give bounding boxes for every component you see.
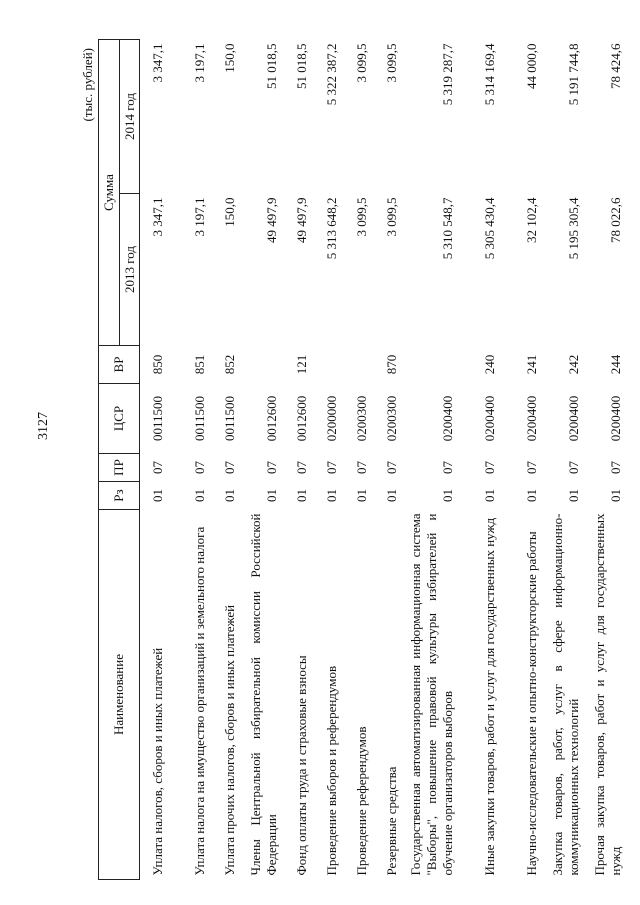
- row-csr: 0011500: [150, 395, 166, 442]
- row-csr: 0200300: [384, 395, 400, 442]
- row-rz: 01: [384, 489, 400, 502]
- row-2013: 3 347,1: [150, 197, 166, 237]
- row-csr: 0012600: [294, 395, 310, 442]
- row-2014: 51 018,5: [294, 43, 310, 89]
- row-vr: [242, 346, 284, 384]
- row-rz: 01: [482, 489, 498, 502]
- row-pr: 07: [566, 461, 582, 474]
- row-2014: 5 322 387,2: [324, 43, 340, 106]
- row-pr: 07: [384, 461, 400, 474]
- row-rz: 01: [354, 489, 370, 502]
- row-csr: 0200400: [608, 395, 624, 442]
- row-pr: 07: [222, 461, 238, 474]
- table-row: [544, 40, 586, 880]
- row-2014: 3 197,1: [192, 43, 208, 83]
- row-pr: 07: [440, 461, 456, 474]
- row-2014: 5 314 169,4: [482, 43, 498, 106]
- row-2013: 150,0: [222, 197, 238, 227]
- row-csr: 0200400: [566, 395, 582, 442]
- table-row: [586, 40, 628, 880]
- row-2013: 49 497,9: [264, 197, 280, 243]
- row-pr: 07: [264, 461, 280, 474]
- row-name: Члены Центральной избирательной комиссии Российской Федерации: [248, 513, 280, 876]
- row-2013: 5 305 430,4: [482, 197, 498, 260]
- table-row: [140, 40, 170, 880]
- row-csr: 0200000: [324, 395, 340, 442]
- row-pr: 07: [608, 461, 624, 474]
- row-pr: 07: [150, 461, 166, 474]
- row-2013: 32 102,4: [524, 197, 540, 243]
- row-2013: 3 099,5: [384, 197, 400, 237]
- row-pr: 07: [294, 461, 310, 474]
- header-pr: ПР: [99, 454, 140, 482]
- row-2014: 3 099,5: [354, 43, 370, 83]
- row-name: Проведение референдумов: [354, 726, 370, 876]
- row-2014: 5 319 287,7: [440, 43, 456, 106]
- page-number: 3127: [36, 412, 51, 440]
- row-rz: 01: [566, 489, 582, 502]
- row-2013: 3 197,1: [192, 197, 208, 237]
- row-2014: 78 424,6: [608, 43, 624, 89]
- row-vr: [404, 346, 460, 384]
- table-row: [374, 40, 404, 880]
- row-rz: 01: [324, 489, 340, 502]
- row-name: Государственная автоматизированная информационная система "Выборы", повышение правовой культуры избирателей и обучение организаторов выборов: [407, 513, 456, 876]
- row-vr: 241: [524, 354, 540, 375]
- row-rz: 01: [608, 489, 624, 502]
- row-csr: 0200400: [524, 395, 540, 442]
- row-pr: 07: [482, 461, 498, 474]
- row-rz: 01: [524, 489, 540, 502]
- row-rz: 01: [440, 489, 456, 502]
- row-csr: 0011500: [192, 395, 208, 442]
- row-csr: 0012600: [264, 395, 280, 442]
- table-row: [404, 40, 460, 880]
- row-pr: 07: [324, 461, 340, 474]
- row-2013: 5 313 648,2: [324, 197, 340, 260]
- row-rz: 01: [222, 489, 238, 502]
- row-vr: 240: [482, 354, 498, 375]
- row-name: Проведение выборов и референдумов: [324, 665, 340, 876]
- row-2013: 49 497,9: [294, 197, 310, 243]
- header-csr: ЦСР: [99, 384, 140, 454]
- row-vr: 244: [608, 354, 624, 375]
- row-pr: 07: [192, 461, 208, 474]
- row-2014: 44 000,0: [524, 43, 540, 89]
- row-pr: 07: [524, 461, 540, 474]
- row-2014: 3 099,5: [384, 43, 400, 83]
- row-vr: 121: [294, 354, 310, 375]
- rotated-page-content: [80, 40, 624, 880]
- table-row: [284, 40, 314, 880]
- row-2013: 3 099,5: [354, 197, 370, 237]
- row-2014: 150,0: [222, 43, 238, 73]
- table-row: [460, 40, 502, 880]
- row-name: Закупка товаров, работ, услуг в сфере информационно-коммуникационных технологий: [550, 513, 582, 876]
- table-row: [344, 40, 374, 880]
- row-vr: [344, 346, 374, 384]
- table-row: [242, 40, 284, 880]
- row-name: Научно-исследовательские и опытно-конструкторские работы: [524, 531, 540, 876]
- row-rz: 01: [294, 489, 310, 502]
- header-rz: Рз: [99, 482, 140, 510]
- row-csr: 0200300: [354, 395, 370, 442]
- row-name: Резервные средства: [384, 766, 400, 876]
- row-2013: 5 310 548,7: [440, 197, 456, 260]
- row-2014: 3 347,1: [150, 43, 166, 83]
- header-2013: 2013 год: [119, 194, 140, 346]
- row-name: Уплата прочих налогов, сборов и иных платежей: [222, 604, 238, 876]
- row-vr: 242: [566, 354, 582, 375]
- header-name: Наименование: [99, 510, 140, 880]
- row-vr: [314, 346, 344, 384]
- row-vr: 852: [222, 354, 238, 375]
- row-rz: 01: [150, 489, 166, 502]
- row-rz: 01: [264, 489, 280, 502]
- row-name: Уплата налога на имущество организаций и земельного налога: [192, 526, 208, 876]
- header-sum: Сумма: [99, 40, 120, 346]
- header-vr: ВР: [99, 346, 140, 384]
- row-csr: 0200400: [482, 395, 498, 442]
- row-2013: 5 195 305,4: [566, 197, 582, 260]
- header-2014: 2014 год: [119, 40, 140, 194]
- row-name: Уплата налогов, сборов и иных платежей: [150, 647, 166, 876]
- row-name: Фонд оплаты труда и страховые взносы: [294, 655, 310, 876]
- row-name: Прочая закупка товаров, работ и услуг для государственных нужд: [592, 513, 624, 876]
- row-2014: 5 191 744,8: [566, 43, 582, 106]
- row-csr: 0200400: [440, 395, 456, 442]
- table-row: [212, 40, 242, 880]
- table-row: [314, 40, 344, 880]
- budget-table: [98, 39, 628, 880]
- row-2014: 51 018,5: [264, 43, 280, 89]
- row-pr: 07: [354, 461, 370, 474]
- table-row: [170, 40, 212, 880]
- row-csr: 0011500: [222, 395, 238, 442]
- row-name: Иные закупки товаров, работ и услуг для государственных нужд: [482, 517, 498, 876]
- row-vr: 851: [192, 354, 208, 375]
- units-label: (тыс. рублей): [80, 48, 95, 122]
- row-vr: 850: [150, 354, 166, 375]
- row-2013: 78 022,6: [608, 197, 624, 243]
- row-vr: 870: [384, 354, 400, 375]
- row-rz: 01: [192, 489, 208, 502]
- table-row: [502, 40, 544, 880]
